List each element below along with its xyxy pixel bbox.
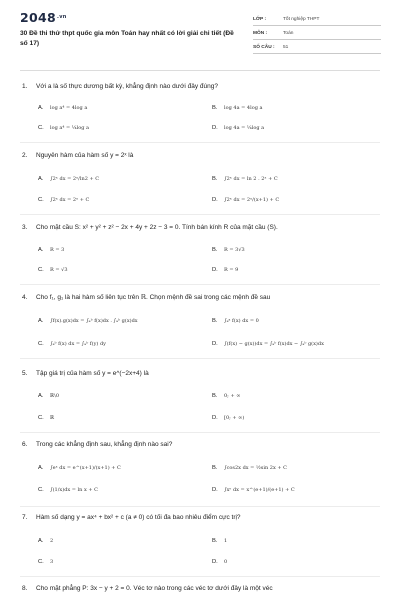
- question-7-option-a[interactable]: A. 2: [38, 538, 54, 544]
- question-4-option-a[interactable]: A. ∫f(x).g(x)dx = ∫ₐᵇ f(x)dx . ∫ₐᵇ g(x)dx: [38, 318, 138, 324]
- question-separator: [20, 576, 380, 577]
- question-5-option-b[interactable]: B. 0; + ∞: [212, 393, 241, 399]
- question-3-option-a[interactable]: A. R = 3: [38, 247, 65, 253]
- question-separator: [20, 506, 380, 507]
- question-1-text: Với a là số thực dương bất kỳ, khẳng định nào dưới đây đúng?: [36, 83, 218, 90]
- question-separator: [20, 284, 380, 285]
- document-title: 30 Đề thi thử thpt quốc gia môn Toán hay nhất có lời giải chi tiết (Đề số 17): [20, 30, 234, 47]
- question-2-text: Nguyên hàm của hàm số y = 2ˣ là: [36, 152, 134, 159]
- question-6-option-d[interactable]: D. ∫xᵉ dx = x^(e+1)/(e+1) + C: [212, 487, 295, 493]
- question-separator: [20, 358, 380, 359]
- question-3-text: Cho mặt cầu S: x² + y² + z² − 2x + 4y + 2z − 3 = 0. Tính bán kính R của mặt cầu (S).: [36, 224, 278, 231]
- question-1: 1. Với a là số thực dương bất kỳ, khẳng định nào dưới đây đúng?: [22, 83, 218, 90]
- question-5-text: Tập giá trị của hàm số y = e^(−2x+4) là: [36, 370, 149, 377]
- question-1-option-b[interactable]: B. log 4a = 4log a: [212, 105, 263, 111]
- question-7-text: Hàm số dạng y = ax⁴ + bx² + c (a ≠ 0) có tối đa bao nhiêu điểm cực trị?: [36, 514, 241, 521]
- question-2-option-b[interactable]: B. ∫2ˣ dx = ln 2 . 2ˣ + C: [212, 176, 278, 182]
- question-5-option-d[interactable]: D. [0; + ∞): [212, 415, 245, 421]
- question-4-option-c[interactable]: C. ∫ₐᵇ f(x) dx = ∫ₐᵇ f(y) dy: [38, 341, 106, 347]
- question-4-text: Cho f₁, g₁ là hai hàm số liên tục trên ℝ. Chọn mệnh đề sai trong các mệnh đề sau: [36, 294, 271, 301]
- meta-question-count: SỐ CÂU : 51: [253, 42, 381, 54]
- question-2-option-c[interactable]: C. ∫2ˣ dx = 2ˣ + C: [38, 197, 90, 203]
- question-3-option-c[interactable]: C. R = √3: [38, 267, 68, 273]
- question-1-option-a[interactable]: A. log a⁴ = 4log a: [38, 105, 88, 111]
- question-3: 3. Cho mặt cầu S: x² + y² + z² − 2x + 4y + 2z − 3 = 0. Tính bán kính R của mặt cầu (S).: [22, 224, 278, 231]
- header-divider: [20, 70, 380, 71]
- question-2-option-a[interactable]: A. ∫2ˣ dx = 2ˣ/ln2 + C: [38, 176, 100, 182]
- question-1-option-d[interactable]: D. log 4a = ¼log a: [212, 125, 265, 131]
- question-8: 8. Cho mặt phẳng P: 3x − y + 2 = 0. Véc tơ nào trong các véc tơ dưới đây là một véc: [22, 585, 273, 592]
- question-7: 7. Hàm số dạng y = ax⁴ + bx² + c (a ≠ 0) có tối đa bao nhiêu điểm cực trị?: [22, 514, 241, 521]
- question-7-option-d[interactable]: D. 0: [212, 559, 228, 565]
- question-6-option-a[interactable]: A. ∫eˣ dx = e^(x+1)/(x+1) + C: [38, 465, 121, 471]
- question-6: 6. Trong các khẳng định sau, khẳng định nào sai?: [22, 441, 173, 448]
- question-2-option-d[interactable]: D. ∫2ˣ dx = 2ˣ/(x+1) + C: [212, 197, 280, 203]
- meta-grade: LỚP : Tốt nghiệp THPT: [253, 14, 381, 26]
- question-7-option-c[interactable]: C. 3: [38, 559, 54, 565]
- question-6-text: Trong các khẳng định sau, khẳng định nào sai?: [36, 441, 173, 448]
- question-5-option-a[interactable]: A. ℝ\0: [38, 393, 60, 399]
- question-7-option-b[interactable]: B. 1: [212, 538, 228, 544]
- question-1-option-c[interactable]: C. log a⁴ = ¼log a: [38, 125, 89, 131]
- question-4-option-d[interactable]: D. ∫(f(x) − g(x))dx = ∫ₐᵇ f(x)dx − ∫ₐᵇ g(x)dx: [212, 341, 324, 347]
- question-3-option-d[interactable]: D. R = 9: [212, 267, 239, 273]
- question-5-option-c[interactable]: C. ℝ: [38, 415, 55, 421]
- question-3-option-b[interactable]: B. R = 3√3: [212, 247, 245, 253]
- question-separator: [20, 432, 380, 433]
- question-4: 4. Cho f₁, g₁ là hai hàm số liên tục trên ℝ. Chọn mệnh đề sai trong các mệnh đề sau: [22, 294, 271, 301]
- question-5: 5. Tập giá trị của hàm số y = e^(−2x+4) là: [22, 370, 149, 377]
- page-header: [0, 0, 400, 64]
- question-2: 2. Nguyên hàm của hàm số y = 2ˣ là: [22, 152, 134, 159]
- question-separator: [20, 142, 380, 143]
- meta-subject: MÔN : Toán: [253, 28, 381, 40]
- question-separator: [20, 214, 380, 215]
- question-6-option-b[interactable]: B. ∫cos2x dx = ½sin 2x + C: [212, 465, 287, 471]
- question-4-option-b[interactable]: B. ∫ₐᵃ f(x) dx = 0: [212, 318, 259, 324]
- site-logo[interactable]: $2048^{.vn}$: [20, 10, 67, 25]
- question-8-text: Cho mặt phẳng P: 3x − y + 2 = 0. Véc tơ nào trong các véc tơ dưới đây là một véc: [36, 585, 273, 592]
- question-6-option-c[interactable]: C. ∫(1/x)dx = ln x + C: [38, 487, 99, 493]
